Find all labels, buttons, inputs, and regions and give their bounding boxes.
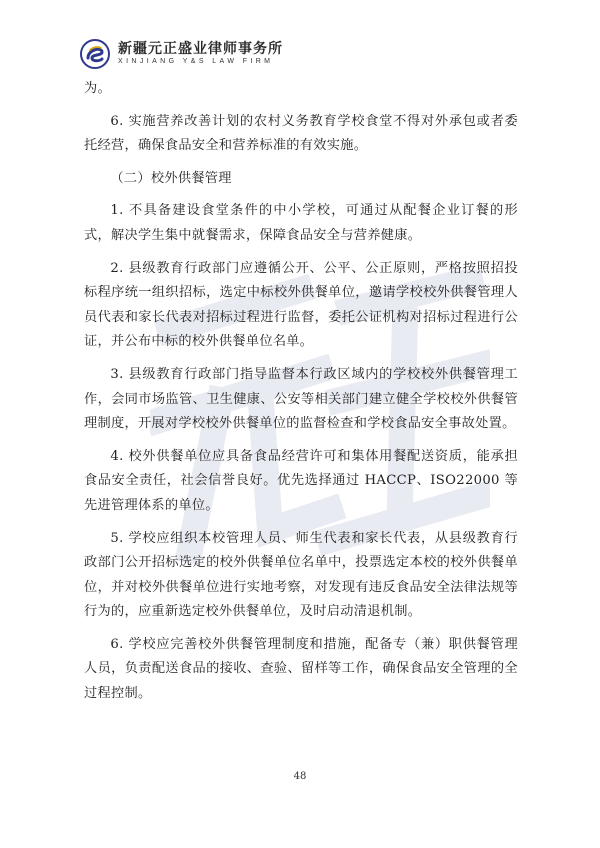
firm-name-cn: 新疆元正盛业律师事务所 (118, 41, 283, 57)
page-header (80, 34, 520, 74)
page-number: 48 (293, 771, 307, 782)
paragraph: 3. 县级教育行政部门指导监督本行政区域内的学校校外供餐管理工作，会同市场监管、卫生健康、公安等相关部门建立健全学校校外供餐管理制度，开展对学校校外供餐单位的监督检查和学校食品安全事故处置。 (84, 366, 518, 432)
paragraph: 为。 (84, 81, 111, 96)
document-body (84, 77, 518, 715)
firm-name-en: XINJIANG Y&S LAW FIRM (118, 58, 274, 65)
firm-logo-icon (80, 39, 110, 69)
paragraph: 4. 校外供餐单位应具备食品经营许可和集体用餐配送资质，能承担食品安全责任，社会信誉良好。优先选择通过 HACCP、ISO22000 等先进管理体系的单位。 (84, 448, 518, 513)
paragraph: 6. 学校应完善校外供餐管理制度和措施，配备专（兼）职供餐管理人员，负责配送食品的接收、查验、留样等工作，确保食品安全管理的全过程控制。 (84, 636, 518, 702)
paragraph: 1. 不具备建设食堂条件的中小学校，可通过从配餐企业订餐的形式，解决学生集中就餐需求，保障食品安全与营养健康。 (84, 203, 518, 243)
firm-brand (118, 41, 283, 67)
paragraph: 5. 学校应组织本校管理人员、师生代表和家长代表，从县级教育行政部门公开招标选定的校外供餐单位名单中，投票选定本校的校外供餐单位，并对校外供餐单位进行实地考察，对发现有违反食品安全法律法规等行为的，应重新选定校外供餐单位，及时启动清退机制。 (84, 530, 518, 620)
section-heading: （二）校外供餐管理 (110, 170, 232, 186)
paragraph: 6. 实施营养改善计划的农村义务教育学校食堂不得对外承包或者委托经营，确保食品安全和营养标准的有效实施。 (84, 113, 518, 154)
paragraph: 2. 县级教育行政部门应遵循公开、公平、公正原则，严格按照招投标程序统一组织招标，选定中标校外供餐单位，邀请学校校外供餐管理人员代表和家长代表对招标过程进行监督，委托公证机构对招标过程进行公证，并公布中标的校外供餐单位名单。 (84, 260, 518, 350)
